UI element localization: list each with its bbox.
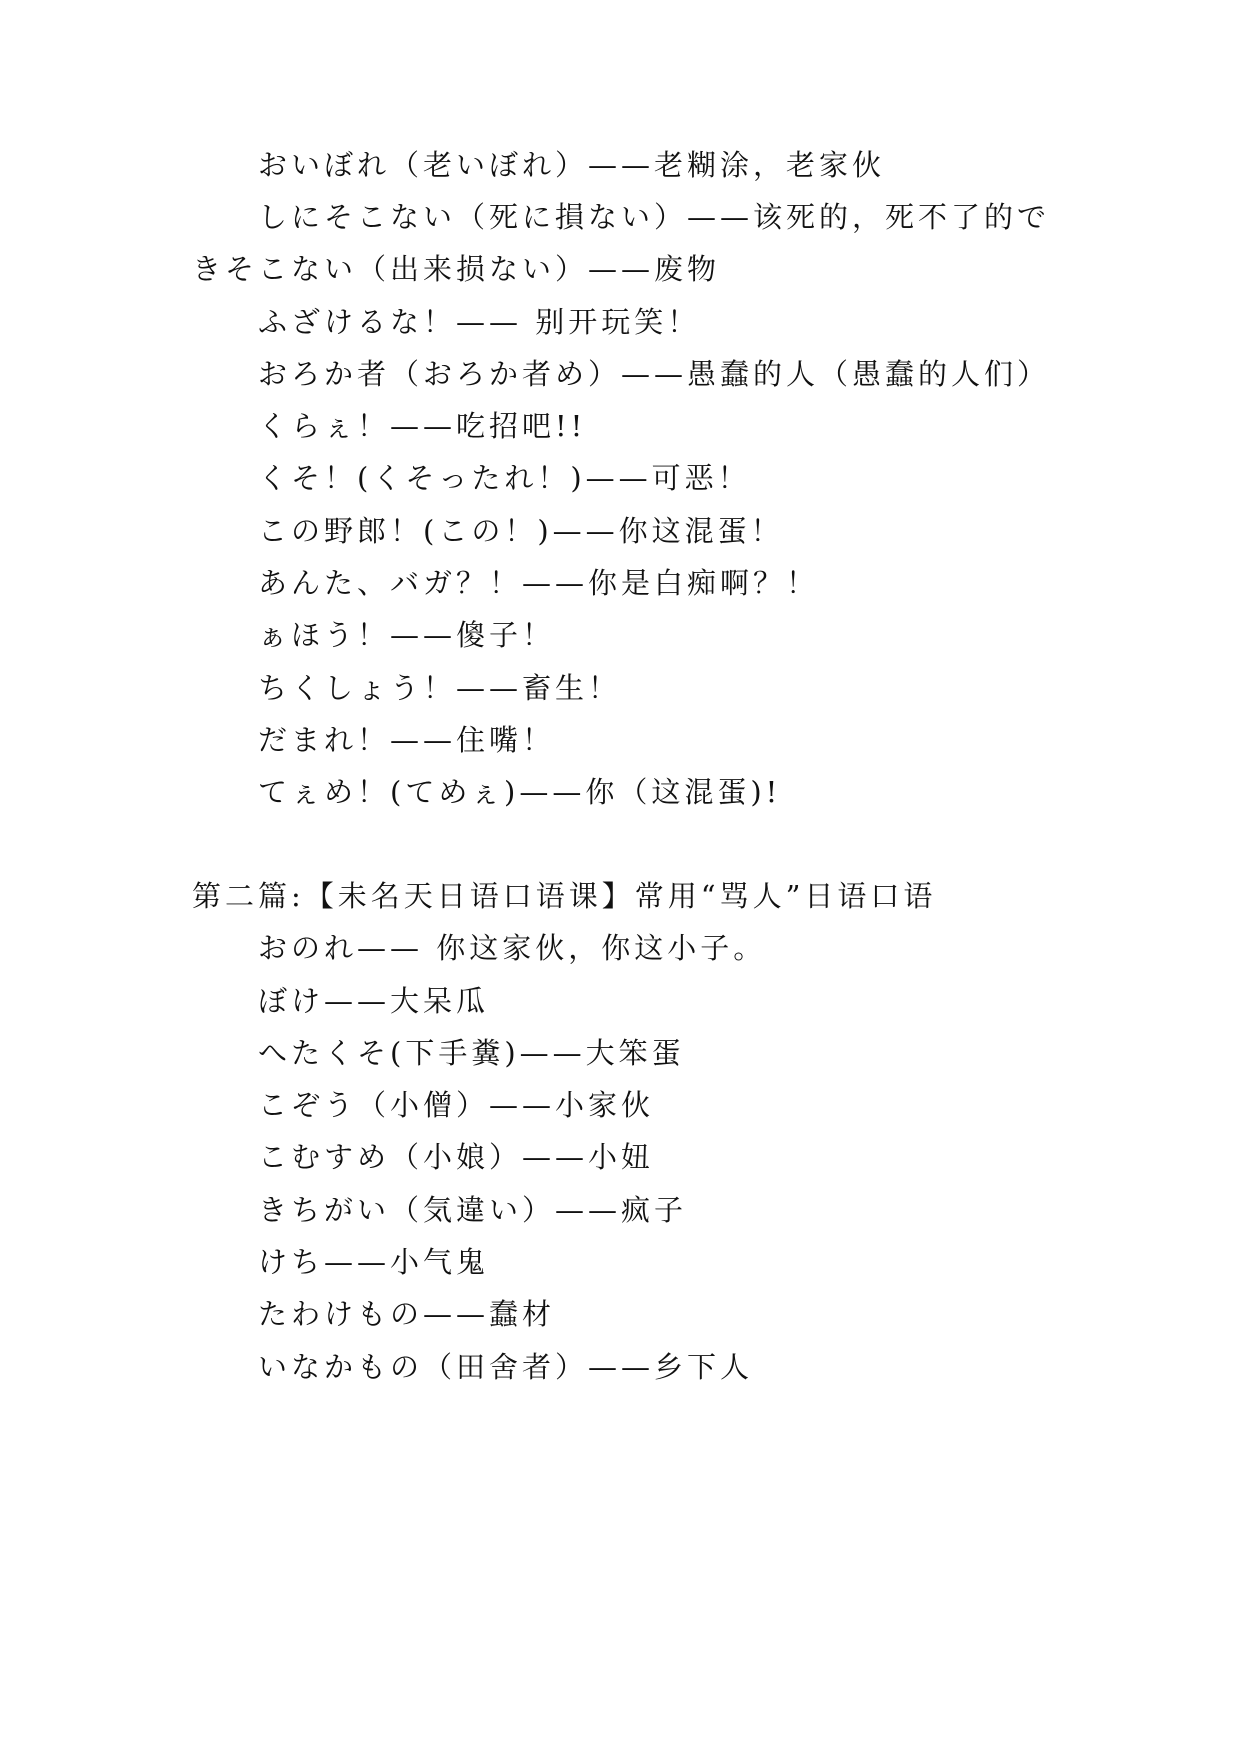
text-line: きちがい（気違い）——疯子 — [258, 1193, 688, 1227]
text-line: この野郎！(この！)——你这混蛋！ — [258, 514, 784, 548]
text-line: おいぼれ（老いぼれ）——老糊涂，老家伙 — [258, 148, 886, 182]
text-line: ぁほう！——傻子！ — [258, 618, 556, 652]
text-line: へたくそ(下手糞)——大笨蛋 — [258, 1036, 685, 1070]
text-line: しにそこない（死に損ない）——该死的，死不了的で — [258, 200, 1051, 234]
text-line: こむすめ（小娘）——小妞 — [258, 1140, 655, 1174]
text-line: おろか者（おろか者め）——愚蠢的人（愚蠢的人们） — [258, 357, 1051, 391]
text-line: ぼけ——大呆瓜 — [258, 984, 490, 1018]
text-line: だまれ！——住嘴！ — [258, 723, 556, 757]
section-heading: 第二篇:【未名天日语口语课】常用“骂人”日语口语 — [192, 879, 937, 913]
text-line: てぇめ！(てめぇ)——你（这混蛋)! — [258, 775, 782, 809]
text-line: あんた、バガ？！——你是白痴啊？！ — [258, 566, 820, 600]
text-line: たわけもの——蠢材 — [258, 1297, 556, 1331]
text-line: ちくしょう！——畜生！ — [258, 671, 622, 705]
text-line: いなかもの（田舍者）——乡下人 — [258, 1350, 754, 1384]
text-line: ふざけるな！—— 别开玩笑！ — [258, 305, 701, 339]
text-line: けち——小气鬼 — [258, 1245, 490, 1279]
text-line: おのれ—— 你这家伙，你这小子。 — [258, 931, 767, 965]
text-line: くそ！(くそったれ！)——可恶！ — [258, 461, 751, 495]
text-line: こぞう（小僧）——小家伙 — [258, 1088, 655, 1122]
text-line: きそこない（出来损ない）——废物 — [192, 252, 721, 286]
text-line: くらぇ！——吃招吧!! — [258, 409, 587, 443]
